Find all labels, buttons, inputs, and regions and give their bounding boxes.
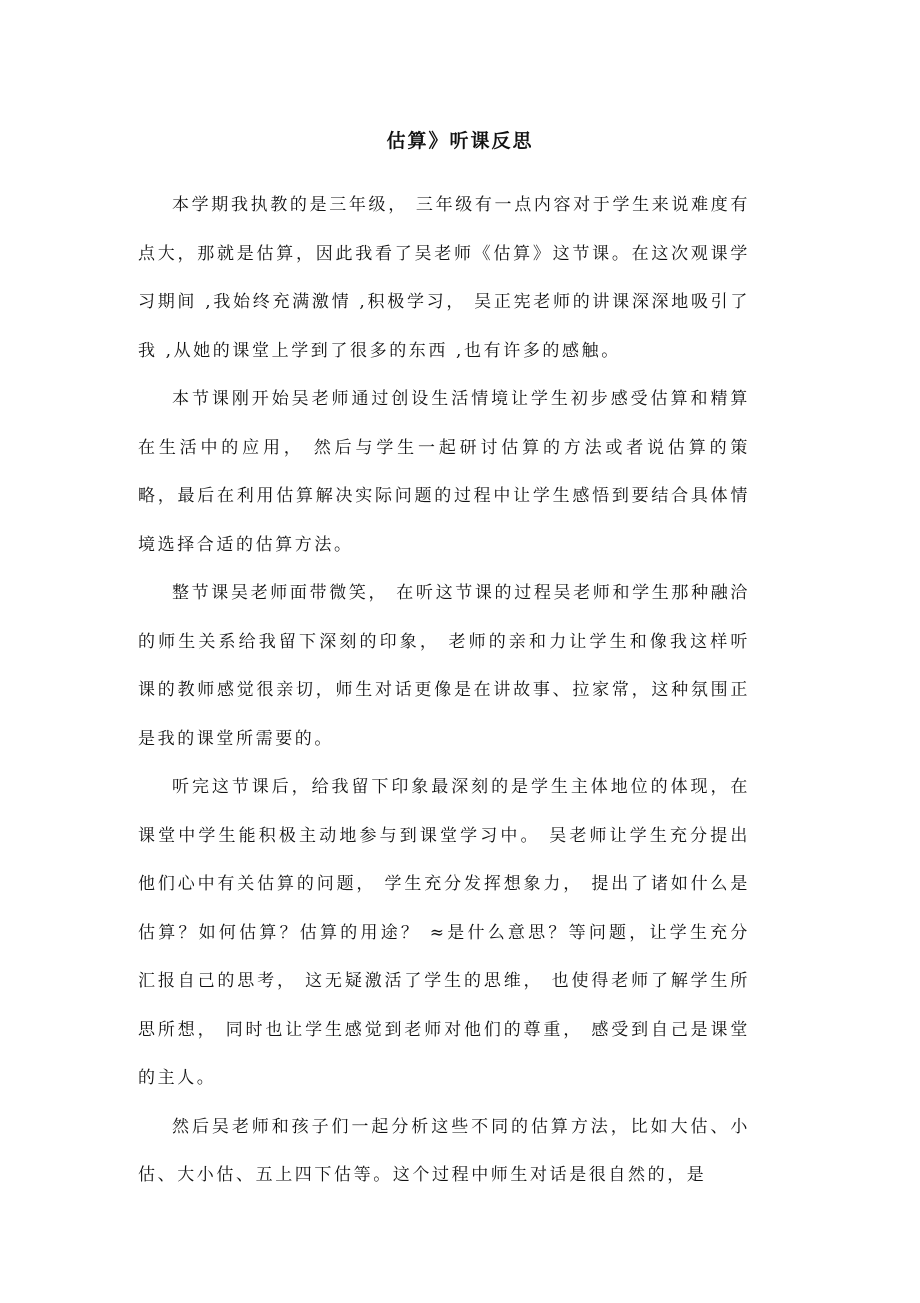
paragraph-3: 整节课吴老师面带微笑， 在听这节课的过程吴老师和学生那种融洽的师生关系给我留下深刻的印象， 老师的亲和力让学生和像我这样听课的教师感觉很亲切，师生对话更像是在讲故事、拉家常，这种氛围正是我的课堂所需要的。 (138, 583, 750, 749)
document-title: 估算》听课反思 (386, 130, 534, 152)
document-body (138, 181, 750, 1200)
paragraph-5: 然后吴老师和孩子们一起分析这些不同的估算方法，比如大估、小估、大小估、五上四下估等。这个过程中师生对话是很自然的，是 (138, 1116, 750, 1185)
paragraph-4: 听完这节课后，给我留下印象最深刻的是学生主体地位的体现，在课堂中学生能积极主动地参与到课堂学习中。 吴老师让学生充分提出他们心中有关估算的问题， 学生充分发挥想象力， 提出了诸如什么是估算？如何估算？估算的用途？ ≈是什么意思？等问题，让学生充分汇报自己的思考， 这无疑激活了学生的思维， 也使得老师了解学生所思所想， 同时也让学生感觉到老师对他们的尊重， 感受到自己是课堂的主人。 (138, 777, 750, 1088)
paragraph-1: 本学期我执教的是三年级， 三年级有一点内容对于学生来说难度有点大，那就是估算，因此我看了吴老师《估算》这节课。在这次观课学习期间 ,我始终充满激情 ,积极学习， 吴正宪老师的讲课深深地吸引了我 ,从她的课堂上学到了很多的东西 ,也有许多的感触。 (138, 195, 750, 361)
paragraph-2: 本节课刚开始吴老师通过创设生活情境让学生初步感受估算和精算在生活中的应用， 然后与学生一起研讨估算的方法或者说估算的策略，最后在利用估算解决实际问题的过程中让学生感悟到要结合具体情境选择合适的估算方法。 (138, 389, 750, 555)
